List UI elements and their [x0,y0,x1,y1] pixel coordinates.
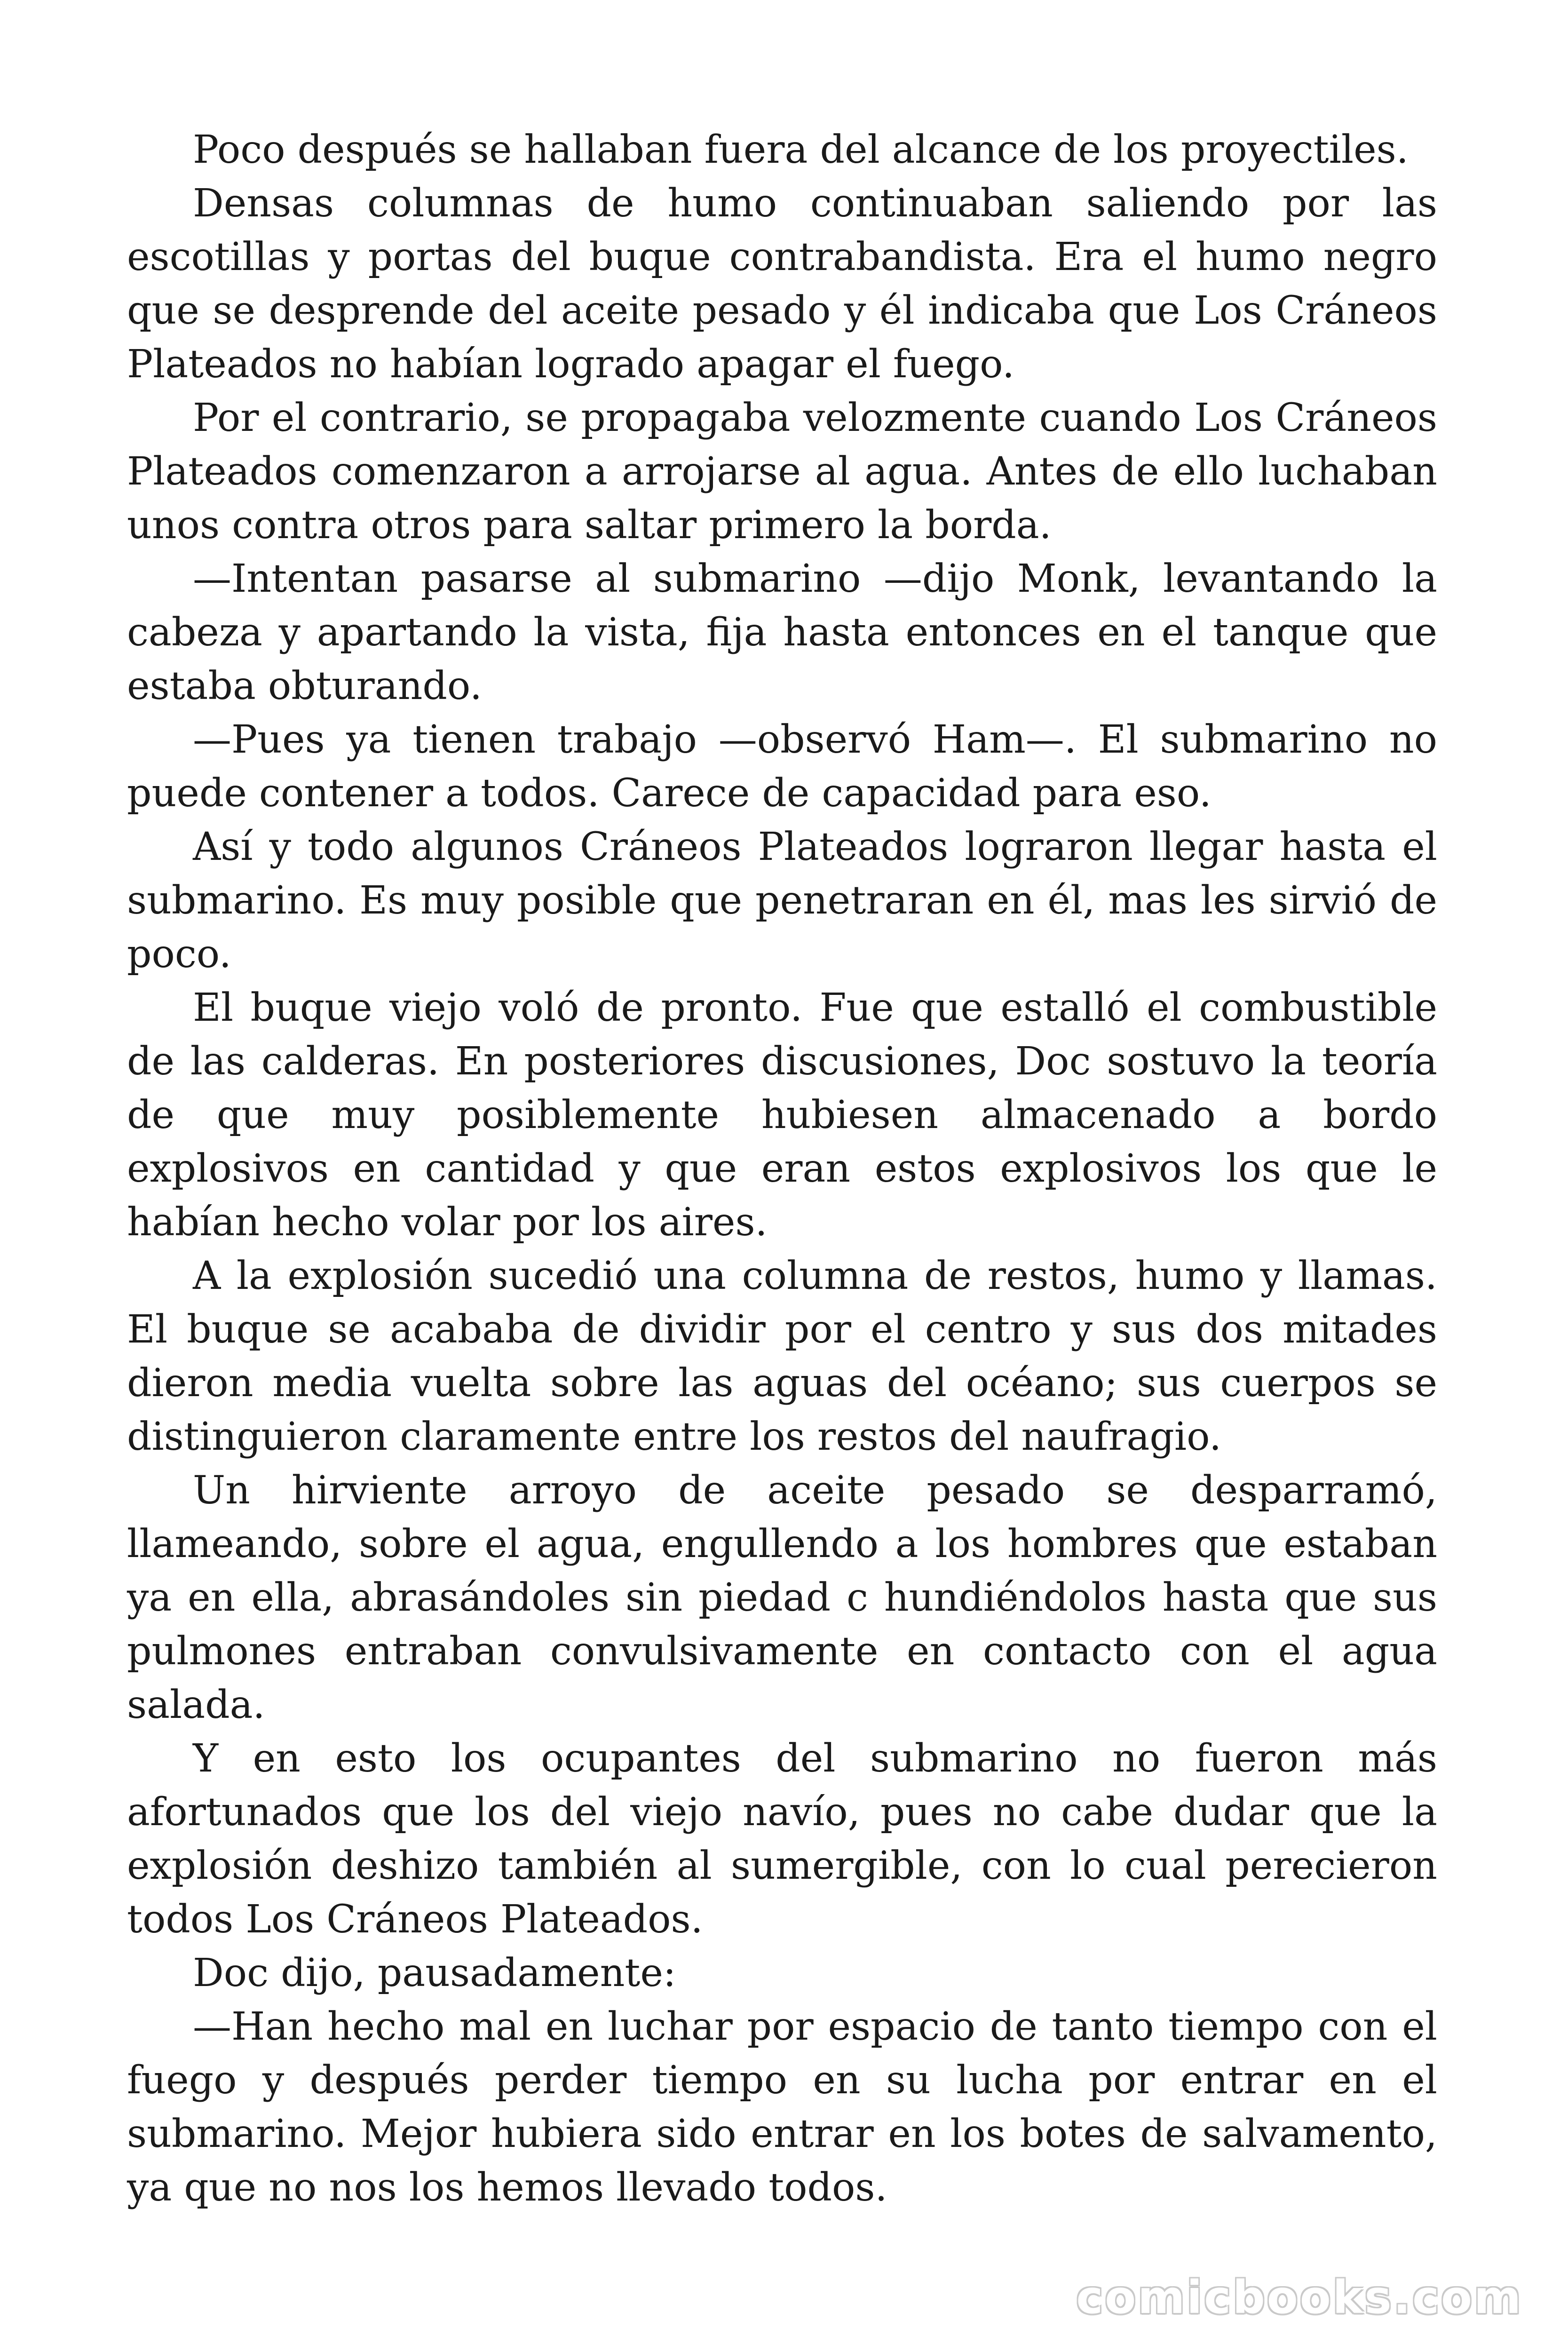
paragraph: —Han hecho mal en luchar por espacio de tanto tiempo con el fuego y después perder tiempo en su lucha por entrar en el submarino. Mejor hubiera sido entrar en los botes de salvamento, ya que no nos los hemos llevado todos. [127,2004,1437,2210]
paragraph: Así y todo algunos Cráneos Plateados lograron llegar hasta el submarino. Es muy posible que penetraran en él, mas les sirvió de poco. [127,825,1437,977]
paragraph: El buque viejo voló de pronto. Fue que estalló el combustible de las calderas. En posteriores discusiones, Doc sostuvo la teoría de que muy posiblemente hubiesen almacenado a bordo explosivos en cantidad y que eran estos explosivos los que le habían hecho volar por los aires. [127,985,1437,1245]
page-body [127,123,1437,2215]
paragraph: Por el contrario, se propagaba velozmente cuando Los Cráneos Plateados comenzaron a arrojarse al agua. Antes de ello luchaban unos contra otros para saltar primero la borda. [127,396,1437,548]
paragraph: Un hirviente arroyo de aceite pesado se desparramó, llameando, sobre el agua, engullendo a los hombres que estaban ya en ella, abrasándoles sin piedad c hundiéndolos hasta que sus pulmones entraban convulsivamente en contacto con el agua salada. [127,1468,1437,1727]
paragraph: —Pues ya tienen trabajo —observó Ham—. El submarino no puede contener a todos. Carece de capacidad para eso. [127,717,1437,816]
paragraph: —Intentan pasarse al submarino —dijo Monk, levantando la cabeza y apartando la vista, fija hasta entonces en el tanque que estaba obturando. [127,556,1437,708]
paragraph: A la explosión sucedió una columna de restos, humo y llamas. El buque se acababa de dividir por el centro y sus dos mitades dieron media vuelta sobre las aguas del océano; sus cuerpos se distinguieron claramente entre los restos del naufragio. [127,1254,1437,1459]
paragraph: Doc dijo, pausadamente: [193,1951,676,1995]
paragraph: Y en esto los ocupantes del submarino no fueron más afortunados que los del viejo navío, pues no cabe dudar que la explosión deshizo también al sumergible, con lo cual perecieron todos Los Cráneos Plateados. [127,1736,1437,1942]
watermark: comicbooks.com [1076,2271,1523,2324]
paragraph: Densas columnas de humo continuaban saliendo por las escotillas y portas del buque contrabandista. Era el humo negro que se desprende del aceite pesado y él indicaba que Los Cráneos Plateados no habían logrado apagar el fuego. [127,181,1437,387]
paragraph: Poco después se hallaban fuera del alcance de los proyectiles. [193,127,1409,172]
